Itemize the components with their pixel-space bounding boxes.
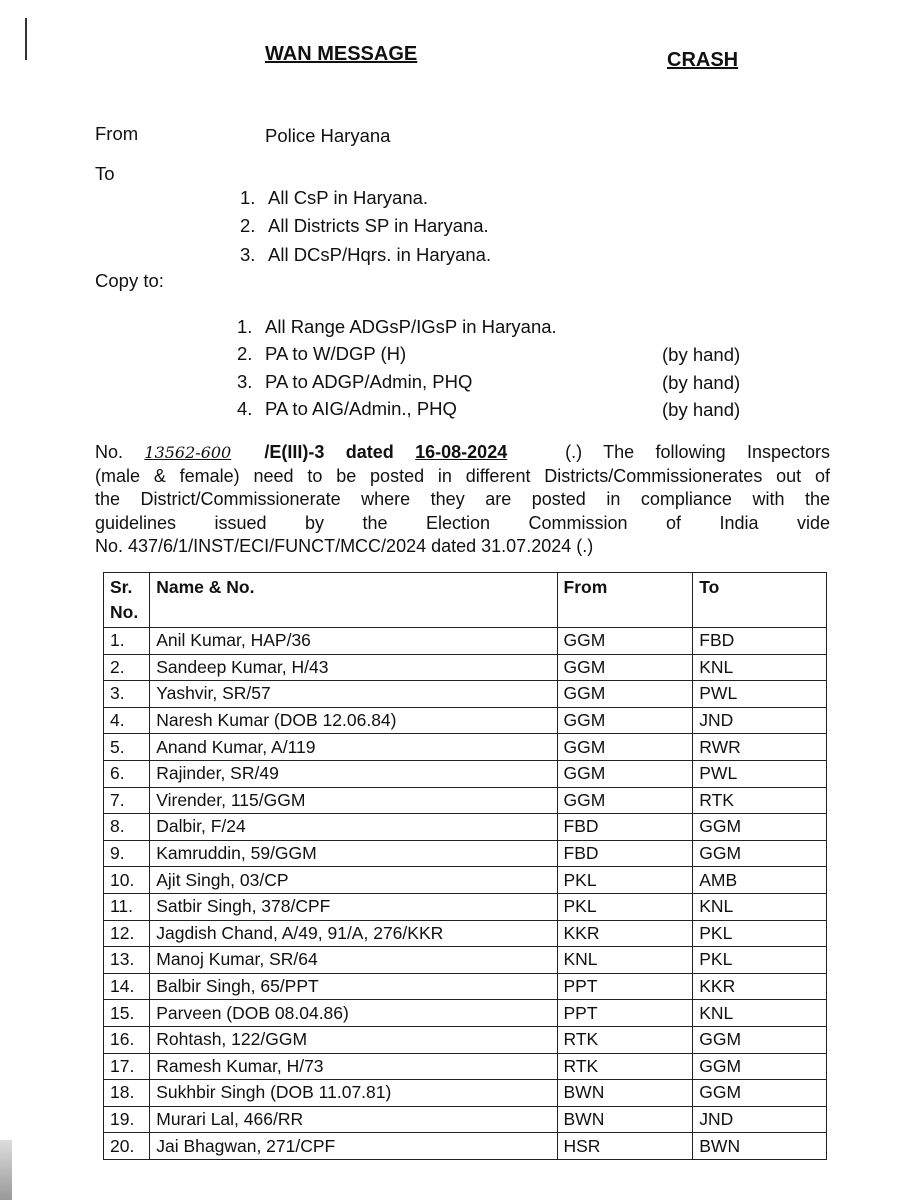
cell-sr: 5. — [104, 734, 150, 761]
col-header-from: From — [557, 573, 693, 628]
cell-sr: 19. — [104, 1106, 150, 1133]
cell-sr: 2. — [104, 654, 150, 681]
cell-name: Balbir Singh, 65/PPT — [150, 973, 557, 1000]
col-header-to: To — [693, 573, 827, 628]
cell-to: RTK — [693, 787, 827, 814]
cell-sr: 12. — [104, 920, 150, 947]
to-item: 2. All Districts SP in Haryana. — [240, 215, 489, 236]
cell-from: FBD — [557, 814, 693, 841]
by-hand-note: (by hand) — [662, 372, 741, 393]
memo-line-1: No. 13562-600 /E(III)-3 dated 16-08-2024 (.) The following Inspectors — [95, 441, 830, 465]
memo-line-3: the District/Commissionerate where they are posted in compliance with the — [95, 489, 830, 509]
memo-line-4: guidelines issued by the Election Commission of India vide — [95, 512, 830, 533]
cell-sr: 1. — [104, 628, 150, 655]
memo-line-2: (male & female) need to be posted in different Districts/Commissionerates out of — [95, 465, 830, 486]
priority-label: CRASH — [667, 49, 739, 71]
table-row — [104, 707, 827, 734]
cell-name: Anil Kumar, HAP/36 — [150, 628, 557, 655]
to-label: To — [95, 163, 115, 184]
cell-sr: 4. — [104, 707, 150, 734]
cell-from: GGM — [557, 787, 693, 814]
cell-name: Rohtash, 122/GGM — [150, 1026, 557, 1053]
cell-name: Yashvir, SR/57 — [150, 681, 557, 708]
cell-sr: 16. — [104, 1026, 150, 1053]
to-item: 3. All DCsP/Hqrs. in Haryana. — [240, 244, 492, 265]
cell-to: KNL — [693, 654, 827, 681]
cell-to: RWR — [693, 734, 827, 761]
cell-from: HSR — [557, 1133, 693, 1160]
cell-to: KKR — [693, 973, 827, 1000]
cell-name: Ajit Singh, 03/CP — [150, 867, 557, 894]
cell-name: Sandeep Kumar, H/43 — [150, 654, 557, 681]
cell-sr: 10. — [104, 867, 150, 894]
table-row — [104, 787, 827, 814]
cell-sr: 9. — [104, 840, 150, 867]
document-title: WAN MESSAGE — [265, 43, 418, 65]
cell-to: FBD — [693, 628, 827, 655]
cell-name: Rajinder, SR/49 — [150, 760, 557, 787]
cell-name: Murari Lal, 466/RR — [150, 1106, 557, 1133]
copy-to-item: 4. PA to AIG/Admin., PHQ — [237, 398, 457, 419]
cell-name: Virender, 115/GGM — [150, 787, 557, 814]
table-row — [104, 654, 827, 681]
table-row — [104, 734, 827, 761]
cell-to: GGM — [693, 1053, 827, 1080]
margin-mark — [25, 18, 27, 60]
table-row — [104, 973, 827, 1000]
cell-sr: 6. — [104, 760, 150, 787]
by-hand-note: (by hand) — [662, 344, 741, 365]
cell-to: JND — [693, 707, 827, 734]
to-item: 1. All CsP in Haryana. — [240, 187, 429, 208]
cell-from: FBD — [557, 840, 693, 867]
cell-to: GGM — [693, 1080, 827, 1107]
cell-sr: 8. — [104, 814, 150, 841]
cell-sr: 7. — [104, 787, 150, 814]
table-row — [104, 814, 827, 841]
cell-from: PPT — [557, 1000, 693, 1027]
table-row — [104, 840, 827, 867]
page-edge-shadow — [0, 1140, 12, 1200]
cell-sr: 11. — [104, 893, 150, 920]
col-header-sr: Sr. No. — [104, 573, 150, 628]
cell-name: Satbir Singh, 378/CPF — [150, 893, 557, 920]
table-row — [104, 1026, 827, 1053]
cell-name: Anand Kumar, A/119 — [150, 734, 557, 761]
table-row — [104, 681, 827, 708]
cell-name: Naresh Kumar (DOB 12.06.84) — [150, 707, 557, 734]
cell-to: GGM — [693, 1026, 827, 1053]
cell-from: KKR — [557, 920, 693, 947]
cell-from: GGM — [557, 760, 693, 787]
cell-name: Jai Bhagwan, 271/CPF — [150, 1133, 557, 1160]
memo-paragraph — [95, 441, 830, 559]
from-value: Police Haryana — [265, 125, 391, 146]
table-row — [104, 893, 827, 920]
memo-line-5: No. 437/6/1/INST/ECI/FUNCT/MCC/2024 dated 31.07.2024 (.) — [95, 536, 594, 556]
cell-from: BWN — [557, 1080, 693, 1107]
cell-sr: 17. — [104, 1053, 150, 1080]
cell-from: RTK — [557, 1053, 693, 1080]
cell-name: Kamruddin, 59/GGM — [150, 840, 557, 867]
copy-to-item: 2. PA to W/DGP (H) — [237, 343, 407, 364]
cell-to: BWN — [693, 1133, 827, 1160]
copy-to-label: Copy to: — [95, 270, 164, 291]
table-row — [104, 628, 827, 655]
table-row — [104, 947, 827, 974]
cell-to: GGM — [693, 814, 827, 841]
cell-sr: 18. — [104, 1080, 150, 1107]
cell-from: PKL — [557, 893, 693, 920]
postings-table — [103, 572, 827, 1160]
cell-from: KNL — [557, 947, 693, 974]
by-hand-note: (by hand) — [662, 399, 741, 420]
cell-to: KNL — [693, 893, 827, 920]
cell-sr: 20. — [104, 1133, 150, 1160]
cell-name: Parveen (DOB 08.04.86) — [150, 1000, 557, 1027]
cell-name: Ramesh Kumar, H/73 — [150, 1053, 557, 1080]
cell-from: GGM — [557, 628, 693, 655]
table-row — [104, 1053, 827, 1080]
cell-from: RTK — [557, 1026, 693, 1053]
cell-name: Sukhbir Singh (DOB 11.07.81) — [150, 1080, 557, 1107]
memo-date: 16-08-2024 — [415, 442, 508, 462]
table-row — [104, 1080, 827, 1107]
copy-to-item: 3. PA to ADGP/Admin, PHQ — [237, 371, 473, 392]
cell-to: PWL — [693, 760, 827, 787]
table-row — [104, 1106, 827, 1133]
cell-from: GGM — [557, 654, 693, 681]
cell-to: AMB — [693, 867, 827, 894]
cell-to: KNL — [693, 1000, 827, 1027]
cell-name: Jagdish Chand, A/49, 91/A, 276/KKR — [150, 920, 557, 947]
table-row — [104, 920, 827, 947]
cell-to: PKL — [693, 920, 827, 947]
cell-from: BWN — [557, 1106, 693, 1133]
cell-from: GGM — [557, 681, 693, 708]
cell-name: Manoj Kumar, SR/64 — [150, 947, 557, 974]
cell-sr: 13. — [104, 947, 150, 974]
handwritten-number: 13562-600 — [144, 443, 232, 462]
cell-to: PKL — [693, 947, 827, 974]
table-row — [104, 760, 827, 787]
table-header-row — [104, 573, 827, 628]
cell-from: GGM — [557, 707, 693, 734]
cell-sr: 15. — [104, 1000, 150, 1027]
cell-sr: 3. — [104, 681, 150, 708]
from-label: From — [95, 123, 139, 144]
cell-from: PKL — [557, 867, 693, 894]
cell-from: PPT — [557, 973, 693, 1000]
cell-to: JND — [693, 1106, 827, 1133]
table-row — [104, 1133, 827, 1160]
cell-to: PWL — [693, 681, 827, 708]
cell-from: GGM — [557, 734, 693, 761]
table-row — [104, 867, 827, 894]
col-header-name: Name & No. — [150, 573, 557, 628]
cell-to: GGM — [693, 840, 827, 867]
table-row — [104, 1000, 827, 1027]
cell-sr: 14. — [104, 973, 150, 1000]
copy-to-item: 1. All Range ADGsP/IGsP in Haryana. — [237, 316, 557, 337]
cell-name: Dalbir, F/24 — [150, 814, 557, 841]
